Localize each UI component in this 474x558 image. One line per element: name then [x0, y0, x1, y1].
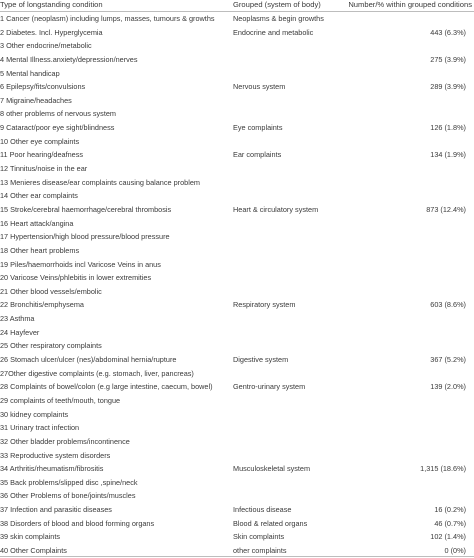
group-cell: Skin complaints: [233, 532, 285, 542]
condition-cell: 26 Stomach ulcer/ulcer (nes)/abdominal hernia/rupture: [0, 355, 177, 365]
group-cell: Endocrine and metabolic: [233, 27, 314, 37]
group-cell: Neoplasms & begin growths: [233, 14, 324, 23]
condition-cell: 19 Piles/haemorrhoids incl Varicose Veins in anus: [0, 259, 161, 269]
condition-cell: 2 Diabetes. Incl. Hyperglycemia: [0, 27, 103, 37]
value-cell: 367 (5.2%): [430, 355, 466, 365]
table-row: [0, 53, 474, 67]
table-row: [0, 203, 474, 217]
table-row: [0, 530, 474, 544]
condition-cell: 36 Other Problems of bone/joints/muscles: [0, 491, 136, 501]
table-row: [0, 285, 474, 299]
value-cell: 275 (3.9%): [430, 54, 466, 64]
condition-cell: 10 Other eye complaints: [0, 136, 80, 146]
condition-cell: 1 Cancer (neoplasm) including lumps, masses, tumours & growths: [0, 14, 215, 23]
table-row: [0, 380, 474, 394]
condition-cell: 40 Other Complaints: [0, 545, 67, 555]
group-cell: Gentro-urinary system: [233, 382, 306, 392]
condition-cell: 11 Poor hearing/deafness: [0, 150, 84, 160]
value-cell: 46 (0.7%): [434, 518, 466, 528]
table-row: [0, 353, 474, 367]
value-cell: 443 (6.3%): [430, 27, 466, 37]
condition-cell: 32 Other bladder problems/incontinence: [0, 436, 130, 446]
header-condition: Type of longstanding condition: [0, 0, 103, 9]
table-row: [0, 176, 474, 190]
table-row: [0, 476, 474, 490]
condition-cell: 6 Epilepsy/fits/convulsions: [0, 82, 86, 92]
condition-cell: 5 Mental handicap: [0, 68, 60, 78]
condition-cell: 14 Other ear complaints: [0, 191, 78, 201]
condition-cell: 37 Infection and parasitic diseases: [0, 505, 112, 515]
table-row: [0, 503, 474, 517]
table-row: [0, 367, 474, 381]
table-row: [0, 326, 474, 340]
value-cell: 139 (2.0%): [430, 382, 466, 392]
table-row: [0, 107, 474, 121]
table-row: [0, 339, 474, 353]
table-row: [0, 408, 474, 422]
table-row: [0, 489, 474, 503]
value-cell: 0 (0%): [444, 545, 466, 555]
value-cell: 16 (0.2%): [434, 505, 466, 515]
group-cell: other complaints: [233, 545, 287, 555]
table-row: [0, 135, 474, 149]
condition-cell: 15 Stroke/cerebral haemorrhage/cerebral thrombosis: [0, 204, 172, 214]
header-group: Grouped (system of body): [233, 0, 321, 9]
table-header: [0, 0, 474, 12]
condition-cell: 8 other problems of nervous system: [0, 109, 116, 119]
value-cell: 126 (1.8%): [430, 123, 466, 133]
table-row: [0, 435, 474, 449]
condition-cell: 25 Other respiratory complaints: [0, 341, 102, 351]
condition-cell: 33 Reproductive system disorders: [0, 450, 111, 460]
condition-cell: 3 Other endocrine/metabolic: [0, 41, 92, 51]
condition-cell: 9 Cataract/poor eye sight/blindness: [0, 123, 115, 133]
condition-cell: 28 Complaints of bowel/colon (e.g large intestine, caecum, bowel): [0, 382, 213, 392]
table-row: [0, 80, 474, 94]
group-cell: Ear complaints: [233, 150, 282, 160]
condition-cell: 29 complaints of teeth/mouth, tongue: [0, 395, 121, 405]
table-row: [0, 217, 474, 231]
group-cell: Eye complaints: [233, 123, 283, 133]
table-row: [0, 148, 474, 162]
group-cell: Nervous system: [233, 82, 286, 92]
condition-cell: 13 Menieres disease/ear complaints causing balance problem: [0, 177, 200, 187]
table-row: [0, 162, 474, 176]
condition-cell: 18 Other heart problems: [0, 245, 80, 255]
table-row: [0, 230, 474, 244]
table-row: [0, 517, 474, 531]
condition-cell: 34 Arthritis/rheumatism/fibrositis: [0, 464, 104, 474]
condition-cell: 4 Mental Illness.anxiety/depression/nerves: [0, 54, 138, 64]
table-row: [0, 26, 474, 40]
table-row: [0, 244, 474, 258]
table-row: [0, 121, 474, 135]
condition-cell: 30 kidney complaints: [0, 409, 69, 419]
table-row: [0, 39, 474, 53]
condition-cell: 17 Hypertension/high blood pressure/blood pressure: [0, 232, 170, 242]
table-row: [0, 12, 474, 26]
condition-cell: 38 Disorders of blood and blood forming organs: [0, 518, 155, 528]
condition-cell: 39 skin complaints: [0, 532, 61, 542]
table-row: [0, 271, 474, 285]
value-cell: 603 (8.6%): [430, 300, 466, 310]
value-cell: 873 (12.4%): [426, 204, 466, 214]
table-row: [0, 449, 474, 463]
condition-cell: 22 Bronchitis/emphysema: [0, 300, 84, 310]
table-row: [0, 298, 474, 312]
header-number: Number/% within grouped conditions: [348, 0, 472, 9]
group-cell: Infectious disease: [233, 505, 292, 515]
table-row: [0, 94, 474, 108]
table-row: [0, 312, 474, 326]
value-cell: 289 (3.9%): [430, 82, 466, 92]
value-cell: 1,315 (18.6%): [420, 464, 466, 474]
condition-cell: 21 Other blood vessels/embolic: [0, 286, 102, 296]
condition-cell: 23 Asthma: [0, 314, 35, 324]
table-row: [0, 394, 474, 408]
group-cell: Heart & circulatory system: [233, 204, 319, 214]
group-cell: Blood & related organs: [233, 518, 308, 528]
table-row: [0, 421, 474, 435]
condition-cell: 7 Migraine/headaches: [0, 95, 72, 105]
condition-cell: 24 Hayfever: [0, 327, 40, 337]
condition-cell: 16 Heart attack/angina: [0, 218, 74, 228]
condition-cell: 12 Tinnitus/noise in the ear: [0, 164, 88, 174]
group-cell: Digestive system: [233, 355, 289, 365]
condition-cell: 35 Back problems/slipped disc ,spine/neck: [0, 477, 138, 487]
group-cell: Respiratory system: [233, 300, 296, 310]
table-row: [0, 67, 474, 81]
value-cell: 134 (1.9%): [430, 150, 466, 160]
condition-cell: 31 Urinary tract infection: [0, 423, 80, 433]
condition-cell: 27Other digestive complaints (e.g. stomach, liver, pancreas): [0, 368, 194, 378]
table-body: [0, 12, 474, 558]
table-row: [0, 258, 474, 272]
group-cell: Musculoskeletal system: [233, 464, 311, 474]
table-row: [0, 462, 474, 476]
condition-cell: 20 Varicose Veins/phlebitis in lower extremities: [0, 273, 152, 283]
table-row: [0, 189, 474, 203]
value-cell: 102 (1.4%): [430, 532, 466, 542]
